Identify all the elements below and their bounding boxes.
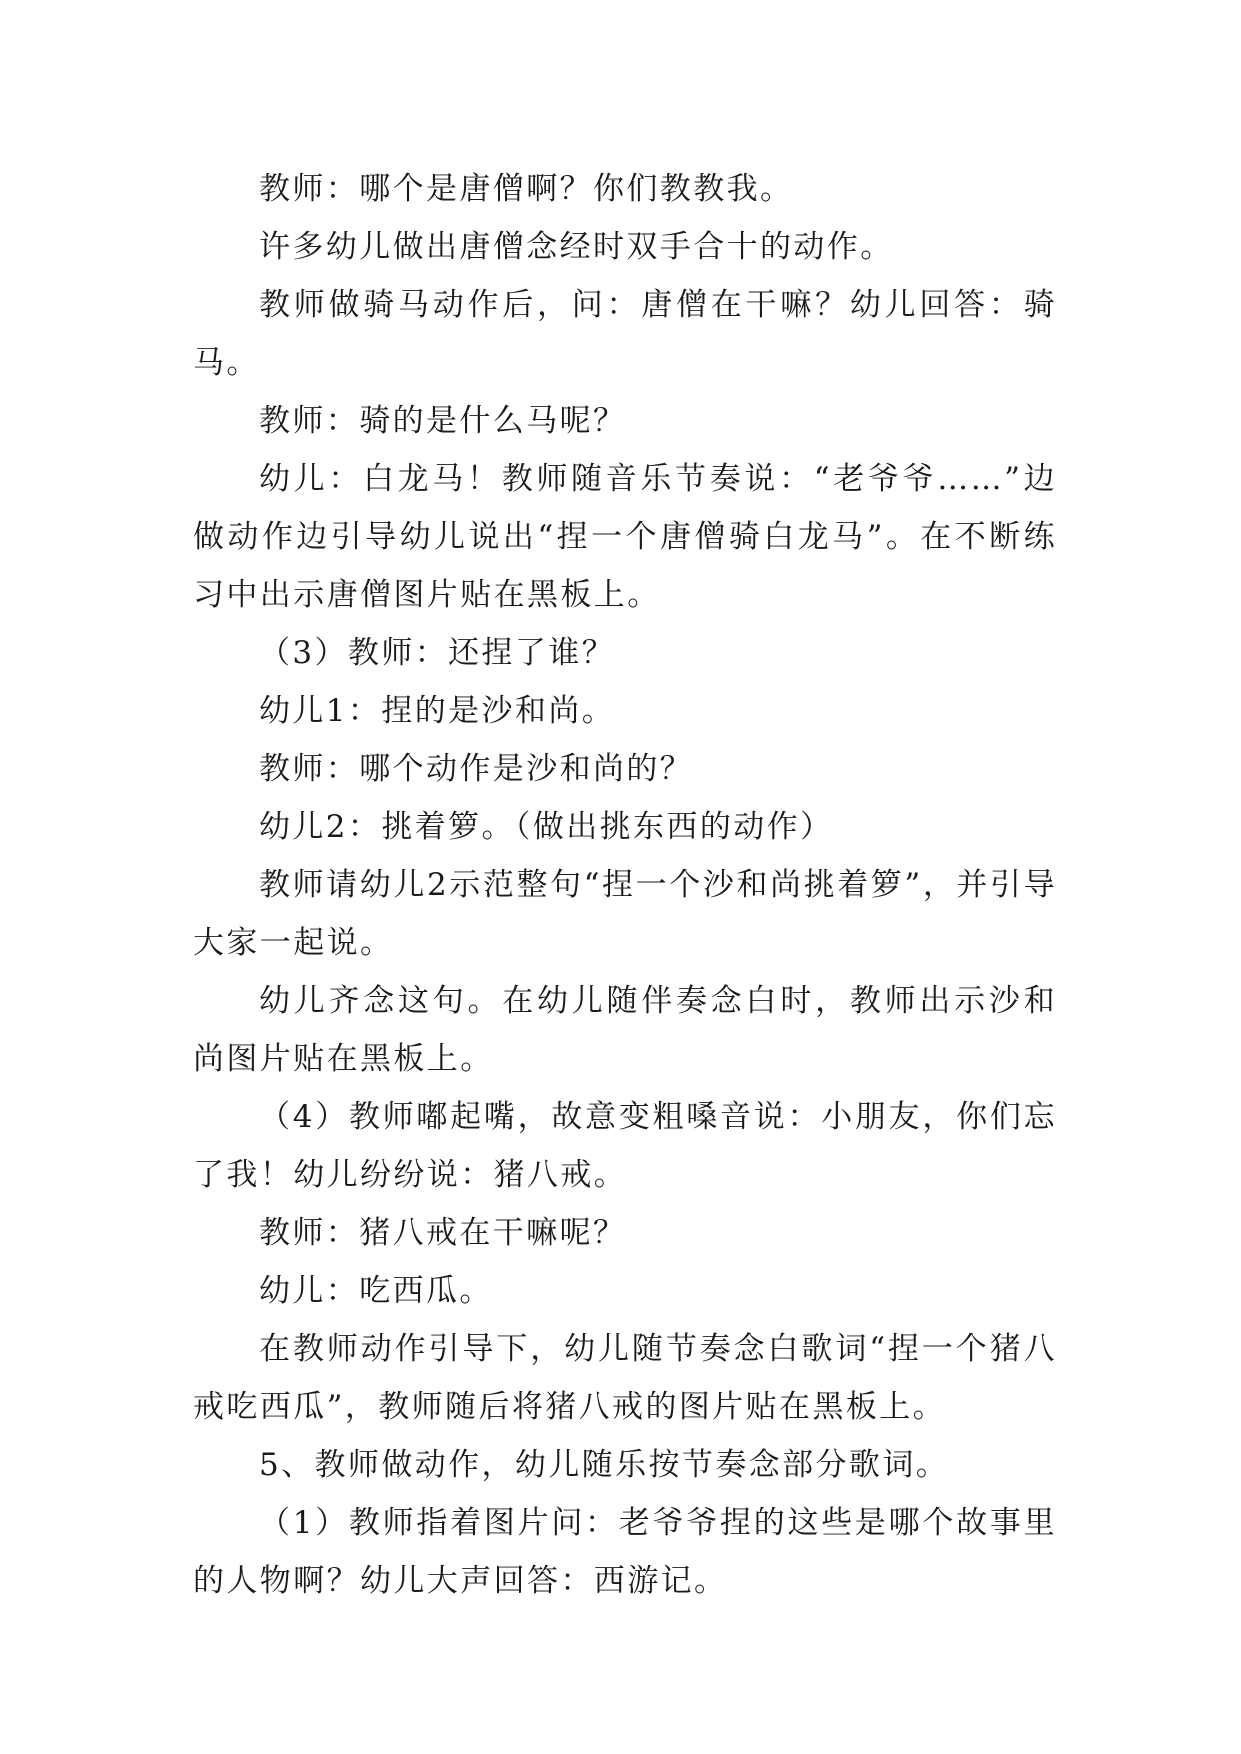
- paragraph: 教师：哪个动作是沙和尚的？: [259, 751, 694, 787]
- paragraph: 教师：猪八戒在干嘛呢？: [259, 1215, 627, 1251]
- paragraph: （4）教师嘟起嘴，故意变粗嗓音说：小朋友，你们忘了我！幼儿纷纷说：猪八戒。: [193, 1099, 1057, 1193]
- paragraph: 教师请幼儿2示范整句“捏一个沙和尚挑着箩”，并引导大家一起说。: [193, 867, 1057, 961]
- paragraph: 幼儿1：捏的是沙和尚。: [259, 693, 616, 729]
- paragraph: 教师：骑的是什么马呢？: [259, 403, 627, 439]
- paragraph: 幼儿2：挑着箩。（做出挑东西的动作）: [259, 809, 834, 845]
- paragraph: 在教师动作引导下，幼儿随节奏念白歌词“捏一个猪八戒吃西瓜”，教师随后将猪八戒的图片贴在黑板上。: [193, 1331, 1057, 1425]
- paragraph: 5、教师做动作，幼儿随乐按节奏念部分歌词。: [259, 1447, 950, 1483]
- document-body: [193, 160, 1057, 1610]
- paragraph: 教师：哪个是唐僧啊？你们教教我。: [259, 171, 794, 207]
- paragraph: 许多幼儿做出唐僧念经时双手合十的动作。: [259, 229, 894, 265]
- paragraph: 教师做骑马动作后，问：唐僧在干嘛？幼儿回答：骑马。: [193, 287, 1057, 381]
- paragraph: （3）教师：还捏了谁？: [259, 635, 616, 671]
- paragraph: （1）教师指着图片问：老爷爷捏的这些是哪个故事里的人物啊？幼儿大声回答：西游记。: [193, 1505, 1057, 1599]
- paragraph: 幼儿齐念这句。在幼儿随伴奏念白时，教师出示沙和尚图片贴在黑板上。: [193, 983, 1057, 1077]
- paragraph: 幼儿：吃西瓜。: [259, 1273, 493, 1309]
- paragraph: 幼儿：白龙马！教师随音乐节奏说：“老爷爷……”边做动作边引导幼儿说出“捏一个唐僧骑白龙马”。在不断练习中出示唐僧图片贴在黑板上。: [193, 461, 1057, 613]
